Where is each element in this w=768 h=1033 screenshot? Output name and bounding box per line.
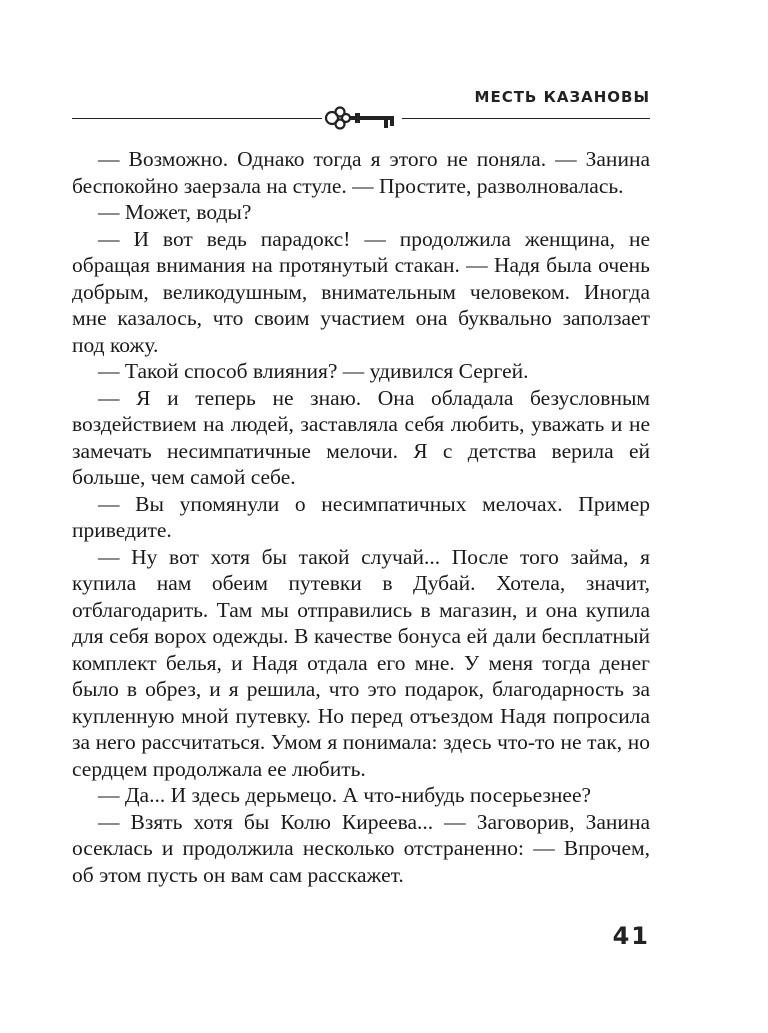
paragraph: — Ну вот хотя бы такой случай... После того займа, я купила нам обеим путевки в Дубай. Хотела, значит, отблагодарить. Там мы отправились в магазин, и она купила для себя ворох одежды. В качестве бонуса ей дали бесплатный комплект белья, и Надя отдала его мне. У меня тогда денег было в обрез, и я решила, что это подарок, благодарность за купленную мной путевку. Но перед отъездом Надя попросила за него рассчитаться. Умом я понимала: здесь что-то не так, но сердцем продолжала ее любить.: [72, 544, 650, 781]
paragraph: — Такой способ влияния? — удивился Сергей.: [98, 359, 529, 383]
page-number: 41: [612, 922, 650, 950]
running-head: МЕСТЬ КАЗАНОВЫ: [474, 88, 650, 106]
paragraph: — Возможно. Однако тогда я этого не поняла. — Занина беспокойно заерзала на стуле. — Простите, разволновалась.: [72, 147, 650, 198]
key-icon: [322, 104, 402, 132]
paragraph: — Да... И здесь дерьмецо. А что-нибудь посерьезнее?: [98, 783, 592, 807]
body-text: [72, 146, 650, 888]
paragraph: — Может, воды?: [98, 200, 252, 224]
paragraph: — Взять хотя бы Колю Киреева... — Заговорив, Занина осеклась и продолжила несколько отстраненно: — Впрочем, об этом пусть он вам сам расскажет.: [72, 809, 650, 887]
paragraph: — Вы упомянули о несимпатичных мелочах. Пример приведите.: [72, 491, 650, 542]
paragraph: — Я и теперь не знаю. Она обладала безусловным воздействием на людей, заставляла себя любить, уважать и не замечать несимпатичные мелочи. Я с детства верила ей больше, чем самой себе.: [72, 385, 650, 489]
paragraph: — И вот ведь парадокс! — продолжила женщина, не обращая внимания на протянутый стакан. — Надя была очень добрым, великодушным, внимательным человеком. Иногда мне казалось, что своим участием она буквально заползает под кожу.: [72, 226, 650, 357]
